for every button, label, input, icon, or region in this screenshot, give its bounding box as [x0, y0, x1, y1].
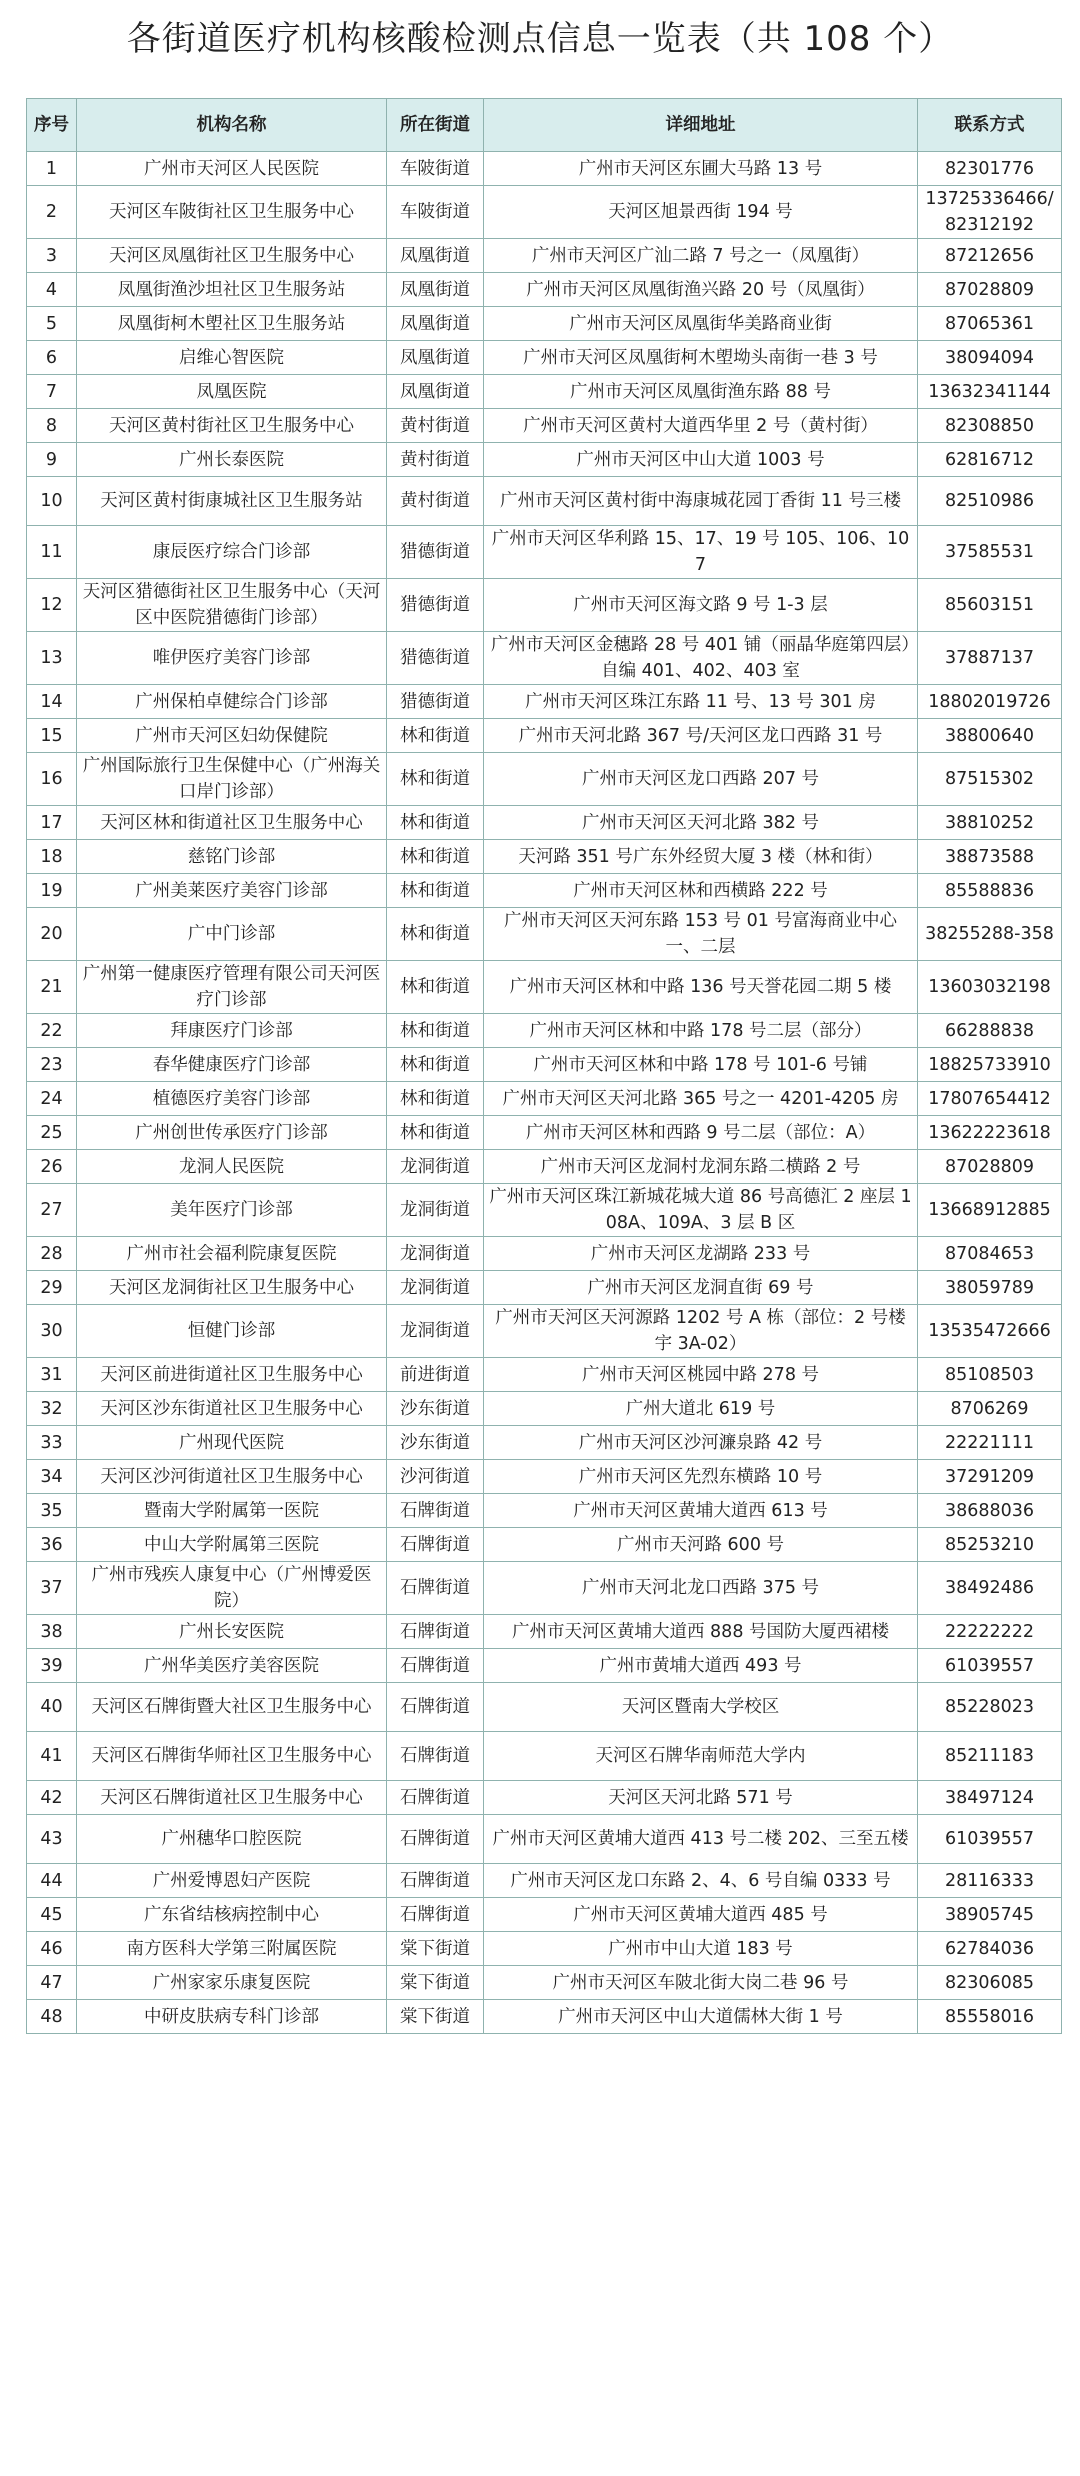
address: 广州市天河区沙河濂泉路 42 号	[484, 1426, 918, 1460]
row-index: 8	[27, 409, 77, 443]
row-index: 14	[27, 685, 77, 719]
table-row	[27, 719, 1062, 753]
row-index: 32	[27, 1392, 77, 1426]
address: 广州市天河区龙洞村龙洞东路二横路 2 号	[484, 1150, 918, 1184]
address: 广州市天河区龙口西路 207 号	[484, 753, 918, 806]
institution-name: 广东省结核病控制中心	[77, 1898, 387, 1932]
street-name: 沙东街道	[387, 1426, 484, 1460]
street-name: 沙东街道	[387, 1392, 484, 1426]
street-name: 石牌街道	[387, 1615, 484, 1649]
contact-phone: 87212656	[918, 239, 1062, 273]
contact-phone: 18802019726	[918, 685, 1062, 719]
table-row	[27, 526, 1062, 579]
institution-name: 南方医科大学第三附属医院	[77, 1932, 387, 1966]
address: 广州市天河北路 367 号/天河区龙口西路 31 号	[484, 719, 918, 753]
institution-name: 广州市社会福利院康复医院	[77, 1237, 387, 1271]
street-name: 猎德街道	[387, 685, 484, 719]
row-index: 22	[27, 1014, 77, 1048]
address: 天河区天河北路 571 号	[484, 1781, 918, 1815]
street-name: 林和街道	[387, 874, 484, 908]
table-row	[27, 1116, 1062, 1150]
contact-phone: 22221111	[918, 1426, 1062, 1460]
institution-name: 天河区猎德街社区卫生服务中心（天河区中医院猎德街门诊部）	[77, 579, 387, 632]
row-index: 38	[27, 1615, 77, 1649]
institution-name: 龙洞人民医院	[77, 1150, 387, 1184]
contact-phone: 82308850	[918, 409, 1062, 443]
contact-phone: 61039557	[918, 1815, 1062, 1864]
street-name: 林和街道	[387, 840, 484, 874]
row-index: 1	[27, 152, 77, 186]
row-index: 36	[27, 1528, 77, 1562]
contact-phone: 13603032198	[918, 961, 1062, 1014]
row-index: 23	[27, 1048, 77, 1082]
row-index: 19	[27, 874, 77, 908]
street-name: 石牌街道	[387, 1898, 484, 1932]
address: 广州市天河区广汕二路 7 号之一（凤凰街）	[484, 239, 918, 273]
table-row	[27, 1494, 1062, 1528]
table-row	[27, 409, 1062, 443]
row-index: 11	[27, 526, 77, 579]
header-street: 所在街道	[387, 99, 484, 152]
institution-name: 天河区石牌街暨大社区卫生服务中心	[77, 1683, 387, 1732]
street-name: 龙洞街道	[387, 1305, 484, 1358]
street-name: 龙洞街道	[387, 1184, 484, 1237]
table-header-row	[27, 99, 1062, 152]
contact-phone: 38800640	[918, 719, 1062, 753]
row-index: 40	[27, 1683, 77, 1732]
street-name: 凤凰街道	[387, 307, 484, 341]
address: 广州市天河区凤凰街渔兴路 20 号（凤凰街）	[484, 273, 918, 307]
contact-phone: 37291209	[918, 1460, 1062, 1494]
testing-sites-table	[26, 98, 1062, 2034]
contact-phone: 38810252	[918, 806, 1062, 840]
institution-name: 广州创世传承医疗门诊部	[77, 1116, 387, 1150]
table-row	[27, 685, 1062, 719]
street-name: 石牌街道	[387, 1562, 484, 1615]
address: 广州市天河区桃园中路 278 号	[484, 1358, 918, 1392]
institution-name: 美年医疗门诊部	[77, 1184, 387, 1237]
street-name: 石牌街道	[387, 1781, 484, 1815]
row-index: 16	[27, 753, 77, 806]
institution-name: 天河区凤凰街社区卫生服务中心	[77, 239, 387, 273]
row-index: 12	[27, 579, 77, 632]
address: 广州市天河路 600 号	[484, 1528, 918, 1562]
address: 天河区暨南大学校区	[484, 1683, 918, 1732]
table-body	[27, 152, 1062, 2034]
street-name: 猎德街道	[387, 526, 484, 579]
address: 广州市天河区天河北路 365 号之一 4201-4205 房	[484, 1082, 918, 1116]
header-institution-name: 机构名称	[77, 99, 387, 152]
row-index: 33	[27, 1426, 77, 1460]
contact-phone: 38497124	[918, 1781, 1062, 1815]
address: 天河路 351 号广东外经贸大厦 3 楼（林和街）	[484, 840, 918, 874]
street-name: 棠下街道	[387, 1932, 484, 1966]
street-name: 棠下街道	[387, 2000, 484, 2034]
table-row	[27, 579, 1062, 632]
address: 广州市天河区林和中路 178 号 101-6 号铺	[484, 1048, 918, 1082]
institution-name: 慈铭门诊部	[77, 840, 387, 874]
street-name: 石牌街道	[387, 1683, 484, 1732]
contact-phone: 85228023	[918, 1683, 1062, 1732]
address: 广州市天河区黄村街中海康城花园丁香街 11 号三楼	[484, 477, 918, 526]
institution-name: 启维心智医院	[77, 341, 387, 375]
table-row	[27, 375, 1062, 409]
table-row	[27, 1358, 1062, 1392]
street-name: 黄村街道	[387, 477, 484, 526]
address: 广州市天河区黄埔大道西 485 号	[484, 1898, 918, 1932]
contact-phone: 22222222	[918, 1615, 1062, 1649]
table-row	[27, 1528, 1062, 1562]
contact-phone: 28116333	[918, 1864, 1062, 1898]
institution-name: 广州保柏卓健综合门诊部	[77, 685, 387, 719]
address: 天河区旭景西街 194 号	[484, 186, 918, 239]
institution-name: 广州美莱医疗美容门诊部	[77, 874, 387, 908]
institution-name: 春华健康医疗门诊部	[77, 1048, 387, 1082]
row-index: 2	[27, 186, 77, 239]
row-index: 46	[27, 1932, 77, 1966]
table-row	[27, 1271, 1062, 1305]
institution-name: 植德医疗美容门诊部	[77, 1082, 387, 1116]
street-name: 石牌街道	[387, 1732, 484, 1781]
contact-phone: 17807654412	[918, 1082, 1062, 1116]
street-name: 凤凰街道	[387, 273, 484, 307]
institution-name: 唯伊医疗美容门诊部	[77, 632, 387, 685]
table-row	[27, 341, 1062, 375]
institution-name: 广州爱博恩妇产医院	[77, 1864, 387, 1898]
table-row	[27, 2000, 1062, 2034]
table-row	[27, 840, 1062, 874]
institution-name: 天河区前进街道社区卫生服务中心	[77, 1358, 387, 1392]
street-name: 石牌街道	[387, 1649, 484, 1683]
contact-phone: 18825733910	[918, 1048, 1062, 1082]
table-row	[27, 1184, 1062, 1237]
table-row	[27, 1898, 1062, 1932]
contact-phone: 85211183	[918, 1732, 1062, 1781]
table-row	[27, 1815, 1062, 1864]
row-index: 42	[27, 1781, 77, 1815]
row-index: 15	[27, 719, 77, 753]
contact-phone: 87084653	[918, 1237, 1062, 1271]
institution-name: 天河区石牌街道社区卫生服务中心	[77, 1781, 387, 1815]
street-name: 凤凰街道	[387, 341, 484, 375]
table-row	[27, 1932, 1062, 1966]
table-row	[27, 443, 1062, 477]
street-name: 石牌街道	[387, 1864, 484, 1898]
row-index: 44	[27, 1864, 77, 1898]
row-index: 28	[27, 1237, 77, 1271]
table-row	[27, 908, 1062, 961]
institution-name: 中山大学附属第三医院	[77, 1528, 387, 1562]
institution-name: 广州现代医院	[77, 1426, 387, 1460]
row-index: 24	[27, 1082, 77, 1116]
row-index: 34	[27, 1460, 77, 1494]
contact-phone: 85588836	[918, 874, 1062, 908]
row-index: 37	[27, 1562, 77, 1615]
street-name: 林和街道	[387, 1116, 484, 1150]
contact-phone: 13535472666	[918, 1305, 1062, 1358]
street-name: 沙河街道	[387, 1460, 484, 1494]
street-name: 林和街道	[387, 908, 484, 961]
institution-name: 天河区沙河街道社区卫生服务中心	[77, 1460, 387, 1494]
table-row	[27, 1082, 1062, 1116]
table-row	[27, 874, 1062, 908]
street-name: 龙洞街道	[387, 1271, 484, 1305]
contact-phone: 38905745	[918, 1898, 1062, 1932]
contact-phone: 85108503	[918, 1358, 1062, 1392]
row-index: 48	[27, 2000, 77, 2034]
address: 广州市天河区东圃大马路 13 号	[484, 152, 918, 186]
institution-name: 天河区黄村街康城社区卫生服务站	[77, 477, 387, 526]
contact-phone: 38094094	[918, 341, 1062, 375]
row-index: 27	[27, 1184, 77, 1237]
address: 广州市天河区金穗路 28 号 401 铺（丽晶华庭第四层）自编 401、402、403 室	[484, 632, 918, 685]
contact-phone: 87028809	[918, 273, 1062, 307]
street-name: 车陂街道	[387, 152, 484, 186]
institution-name: 天河区车陂街社区卫生服务中心	[77, 186, 387, 239]
contact-phone: 82306085	[918, 1966, 1062, 2000]
address: 广州市天河区凤凰街渔东路 88 号	[484, 375, 918, 409]
table-row	[27, 1305, 1062, 1358]
street-name: 车陂街道	[387, 186, 484, 239]
row-index: 30	[27, 1305, 77, 1358]
table-row	[27, 1781, 1062, 1815]
street-name: 凤凰街道	[387, 239, 484, 273]
row-index: 17	[27, 806, 77, 840]
address: 广州市天河区先烈东横路 10 号	[484, 1460, 918, 1494]
address: 广州市天河区林和西横路 222 号	[484, 874, 918, 908]
institution-name: 广州长安医院	[77, 1615, 387, 1649]
address: 广州市中山大道 183 号	[484, 1932, 918, 1966]
institution-name: 恒健门诊部	[77, 1305, 387, 1358]
address: 广州市天河区天河源路 1202 号 A 栋（部位：2 号楼宇 3A-02）	[484, 1305, 918, 1358]
street-name: 林和街道	[387, 1014, 484, 1048]
address: 广州市天河区中山大道儒林大街 1 号	[484, 2000, 918, 2034]
address: 广州市天河区林和西路 9 号二层（部位：A）	[484, 1116, 918, 1150]
table-row	[27, 1150, 1062, 1184]
address: 广州市天河区龙洞直街 69 号	[484, 1271, 918, 1305]
table-row	[27, 186, 1062, 239]
row-index: 18	[27, 840, 77, 874]
address: 广州市天河区天河北路 382 号	[484, 806, 918, 840]
contact-phone: 13725336466/82312192	[918, 186, 1062, 239]
address: 广州市黄埔大道西 493 号	[484, 1649, 918, 1683]
row-index: 13	[27, 632, 77, 685]
table-row	[27, 1562, 1062, 1615]
street-name: 林和街道	[387, 1082, 484, 1116]
table-row	[27, 1649, 1062, 1683]
contact-phone: 38255288-358	[918, 908, 1062, 961]
institution-name: 广州市天河区妇幼保健院	[77, 719, 387, 753]
contact-phone: 13668912885	[918, 1184, 1062, 1237]
row-index: 29	[27, 1271, 77, 1305]
table-row	[27, 1864, 1062, 1898]
row-index: 25	[27, 1116, 77, 1150]
table-row	[27, 1732, 1062, 1781]
institution-name: 天河区黄村街社区卫生服务中心	[77, 409, 387, 443]
institution-name: 广州市天河区人民医院	[77, 152, 387, 186]
header-contact: 联系方式	[918, 99, 1062, 152]
institution-name: 天河区龙洞街社区卫生服务中心	[77, 1271, 387, 1305]
street-name: 林和街道	[387, 1048, 484, 1082]
address: 广州大道北 619 号	[484, 1392, 918, 1426]
institution-name: 广州国际旅行卫生保健中心（广州海关口岸门诊部）	[77, 753, 387, 806]
contact-phone: 66288838	[918, 1014, 1062, 1048]
street-name: 石牌街道	[387, 1494, 484, 1528]
address: 广州市天河区黄埔大道西 613 号	[484, 1494, 918, 1528]
address: 广州市天河区黄埔大道西 413 号二楼 202、三至五楼	[484, 1815, 918, 1864]
table-row	[27, 152, 1062, 186]
contact-phone: 13632341144	[918, 375, 1062, 409]
contact-phone: 37585531	[918, 526, 1062, 579]
street-name: 石牌街道	[387, 1528, 484, 1562]
institution-name: 康辰医疗综合门诊部	[77, 526, 387, 579]
contact-phone: 87515302	[918, 753, 1062, 806]
street-name: 凤凰街道	[387, 375, 484, 409]
table-row	[27, 1460, 1062, 1494]
table-row	[27, 1615, 1062, 1649]
row-index: 3	[27, 239, 77, 273]
institution-name: 凤凰街柯木塱社区卫生服务站	[77, 307, 387, 341]
street-name: 龙洞街道	[387, 1150, 484, 1184]
contact-phone: 87028809	[918, 1150, 1062, 1184]
row-index: 7	[27, 375, 77, 409]
address: 广州市天河区龙湖路 233 号	[484, 1237, 918, 1271]
contact-phone: 38059789	[918, 1271, 1062, 1305]
address: 广州市天河区珠江新城花城大道 86 号高德汇 2 座层 108A、109A、3 层 B 区	[484, 1184, 918, 1237]
table-row	[27, 753, 1062, 806]
row-index: 4	[27, 273, 77, 307]
contact-phone: 85558016	[918, 2000, 1062, 2034]
street-name: 龙洞街道	[387, 1237, 484, 1271]
table-row	[27, 1014, 1062, 1048]
institution-name: 广州第一健康医疗管理有限公司天河医疗门诊部	[77, 961, 387, 1014]
institution-name: 天河区沙东街道社区卫生服务中心	[77, 1392, 387, 1426]
street-name: 前进街道	[387, 1358, 484, 1392]
street-name: 林和街道	[387, 961, 484, 1014]
row-index: 39	[27, 1649, 77, 1683]
institution-name: 拜康医疗门诊部	[77, 1014, 387, 1048]
row-index: 10	[27, 477, 77, 526]
row-index: 6	[27, 341, 77, 375]
row-index: 43	[27, 1815, 77, 1864]
contact-phone: 38492486	[918, 1562, 1062, 1615]
contact-phone: 85603151	[918, 579, 1062, 632]
address: 广州市天河区林和中路 178 号二层（部分）	[484, 1014, 918, 1048]
row-index: 26	[27, 1150, 77, 1184]
address: 广州市天河区龙口东路 2、4、6 号自编 0333 号	[484, 1864, 918, 1898]
street-name: 林和街道	[387, 719, 484, 753]
address: 广州市天河区天河东路 153 号 01 号富海商业中心一、二层	[484, 908, 918, 961]
contact-phone: 82510986	[918, 477, 1062, 526]
institution-name: 广州长泰医院	[77, 443, 387, 477]
institution-name: 广州华美医疗美容医院	[77, 1649, 387, 1683]
address: 广州市天河区华利路 15、17、19 号 105、106、107	[484, 526, 918, 579]
address: 广州市天河区林和中路 136 号天誉花园二期 5 楼	[484, 961, 918, 1014]
table-row	[27, 477, 1062, 526]
street-name: 林和街道	[387, 753, 484, 806]
row-index: 20	[27, 908, 77, 961]
row-index: 45	[27, 1898, 77, 1932]
table-row	[27, 1048, 1062, 1082]
row-index: 5	[27, 307, 77, 341]
contact-phone: 61039557	[918, 1649, 1062, 1683]
header-index: 序号	[27, 99, 77, 152]
contact-phone: 13622223618	[918, 1116, 1062, 1150]
table-row	[27, 239, 1062, 273]
row-index: 31	[27, 1358, 77, 1392]
table-row	[27, 806, 1062, 840]
institution-name: 凤凰医院	[77, 375, 387, 409]
institution-name: 广州市残疾人康复中心（广州博爱医院）	[77, 1562, 387, 1615]
institution-name: 天河区石牌街华师社区卫生服务中心	[77, 1732, 387, 1781]
table-row	[27, 1237, 1062, 1271]
table-row	[27, 307, 1062, 341]
address: 广州市天河区珠江东路 11 号、13 号 301 房	[484, 685, 918, 719]
street-name: 猎德街道	[387, 632, 484, 685]
row-index: 21	[27, 961, 77, 1014]
table-row	[27, 632, 1062, 685]
table-row	[27, 1966, 1062, 2000]
contact-phone: 87065361	[918, 307, 1062, 341]
contact-phone: 82301776	[918, 152, 1062, 186]
contact-phone: 38873588	[918, 840, 1062, 874]
contact-phone: 38688036	[918, 1494, 1062, 1528]
institution-name: 广中门诊部	[77, 908, 387, 961]
row-index: 47	[27, 1966, 77, 2000]
address: 广州市天河区黄埔大道西 888 号国防大厦西裙楼	[484, 1615, 918, 1649]
address: 广州市天河区海文路 9 号 1-3 层	[484, 579, 918, 632]
table-row	[27, 273, 1062, 307]
institution-name: 中研皮肤病专科门诊部	[77, 2000, 387, 2034]
page-title: 各街道医疗机构核酸检测点信息一览表（共 108 个）	[126, 19, 954, 59]
contact-phone: 85253210	[918, 1528, 1062, 1562]
table-row	[27, 961, 1062, 1014]
table-row	[27, 1683, 1062, 1732]
row-index: 9	[27, 443, 77, 477]
row-index: 41	[27, 1732, 77, 1781]
address: 广州市天河区中山大道 1003 号	[484, 443, 918, 477]
contact-phone: 62816712	[918, 443, 1062, 477]
street-name: 林和街道	[387, 806, 484, 840]
street-name: 黄村街道	[387, 443, 484, 477]
street-name: 猎德街道	[387, 579, 484, 632]
address: 广州市天河区凤凰街华美路商业街	[484, 307, 918, 341]
contact-phone: 8706269	[918, 1392, 1062, 1426]
street-name: 石牌街道	[387, 1815, 484, 1864]
street-name: 黄村街道	[387, 409, 484, 443]
address: 广州市天河北龙口西路 375 号	[484, 1562, 918, 1615]
address: 广州市天河区车陂北街大岗二巷 96 号	[484, 1966, 918, 2000]
institution-name: 天河区林和街道社区卫生服务中心	[77, 806, 387, 840]
street-name: 棠下街道	[387, 1966, 484, 2000]
institution-name: 广州家家乐康复医院	[77, 1966, 387, 2000]
contact-phone: 37887137	[918, 632, 1062, 685]
row-index: 35	[27, 1494, 77, 1528]
institution-name: 暨南大学附属第一医院	[77, 1494, 387, 1528]
institution-name: 凤凰街渔沙坦社区卫生服务站	[77, 273, 387, 307]
header-address: 详细地址	[484, 99, 918, 152]
table-row	[27, 1426, 1062, 1460]
institution-name: 广州穗华口腔医院	[77, 1815, 387, 1864]
table-row	[27, 1392, 1062, 1426]
address: 广州市天河区黄村大道西华里 2 号（黄村街）	[484, 409, 918, 443]
address: 天河区石牌华南师范大学内	[484, 1732, 918, 1781]
address: 广州市天河区凤凰街柯木塱坳头南街一巷 3 号	[484, 341, 918, 375]
contact-phone: 62784036	[918, 1932, 1062, 1966]
